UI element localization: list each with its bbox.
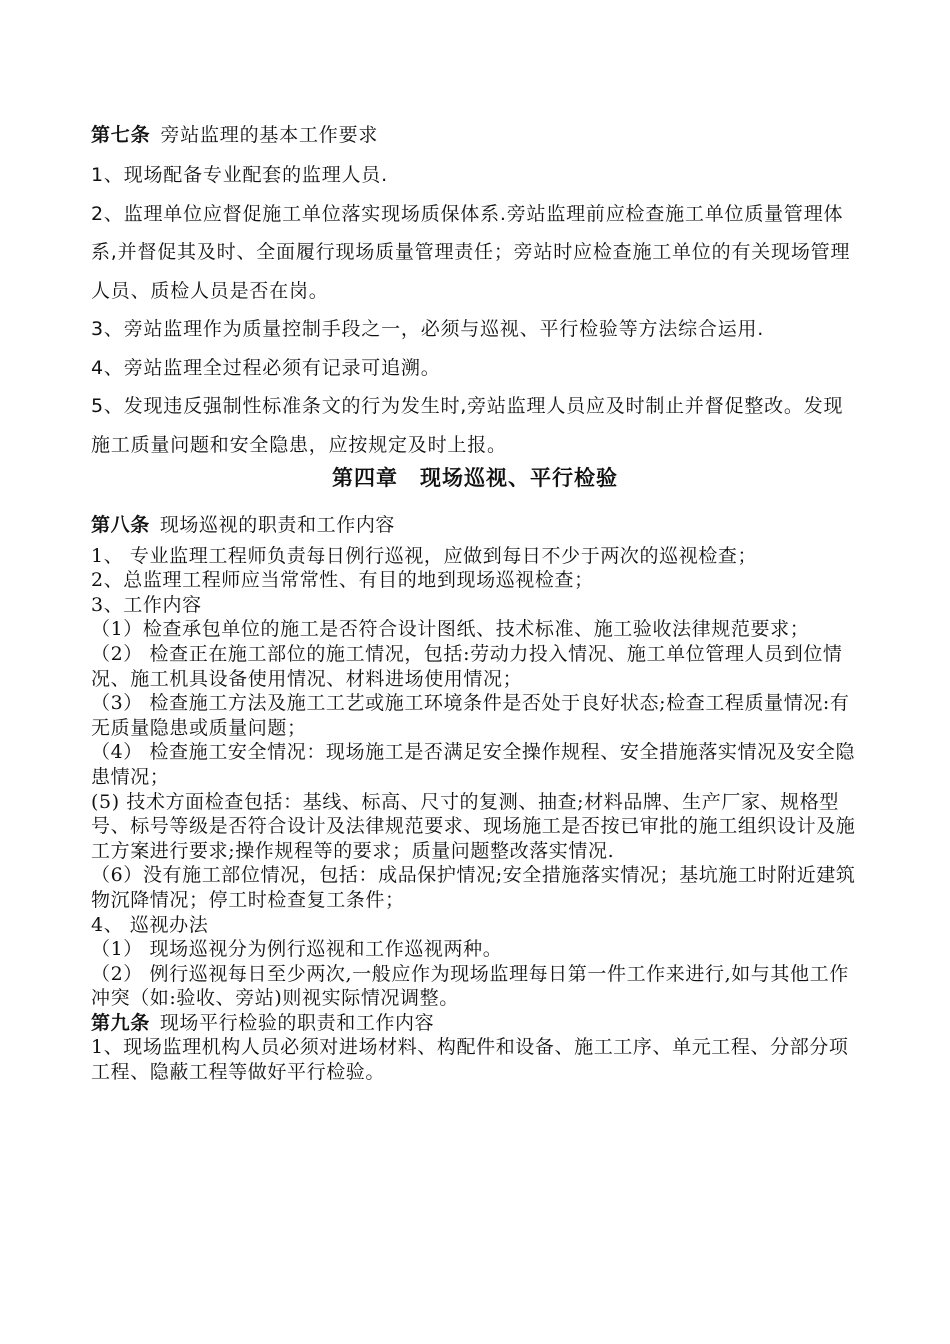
article-8-item-2: 2、总监理工程师应当常常性、有目的地到现场巡视检查； — [91, 569, 594, 592]
article-8-item-3-6: （6）没有施工部位情况，包括：成品保护情况;安全措施落实情况；基坑施工时附近建筑物沉降情况；停工时检查复工条件； — [91, 864, 856, 911]
article-7-item-3: 3、旁站监理作为质量控制手段之一，必须与巡视、平行检验等方法综合运用. — [91, 318, 765, 340]
article-9-heading — [91, 1011, 861, 1036]
article-7-section — [91, 116, 861, 464]
article-8-label: 第八条 — [91, 514, 150, 536]
article-8-item-3-5: (5) 技术方面检查包括：基线、标高、尺寸的复测、抽查;材料品牌、生产厂家、规格型号、标号等级是否符合设计及法律规范要求、现场施工是否按已审批的施工组织设计及施工方案进行要求;操作规程等的要求；质量问题整改落实情况. — [91, 790, 856, 862]
article-7-item-1: 1、现场配备专业配套的监理人员. — [91, 164, 388, 186]
article-8-item-4: 4、 巡视办法 — [91, 913, 209, 936]
article-8-item-4-2: （2） 例行巡视每日至少两次,一般应作为现场监理每日第一件工作来进行,如与其他工作冲突（如:验收、旁站)则视实际情况调整。 — [91, 962, 849, 1010]
article-8-item-4-1: （1） 现场巡视分为例行巡视和工作巡视两种。 — [91, 938, 503, 961]
article-7-heading — [91, 116, 861, 154]
article-9-label: 第九条 — [91, 1011, 150, 1034]
chapter-title: 现场巡视、平行检验 — [420, 466, 618, 490]
article-8-title: 现场巡视的职责和工作内容 — [159, 514, 396, 536]
article-8-item-3-3: （3） 检查施工方法及施工工艺或施工环境条件是否处于良好状态;检查工程质量情况:有无质量隐患或质量问题； — [91, 692, 850, 739]
article-7-item-2: 2、监理单位应督促施工单位落实现场质保体系.旁站监理前应检查施工单位质量管理体系,并督促其及时、全面履行现场质量管理责任；旁站时应检查施工单位的有关现场管理人员、质检人员是否在岗。 — [91, 202, 851, 302]
article-7-title: 旁站监理的基本工作要求 — [160, 124, 379, 146]
article-8-item-1: 1、 专业监理工程师负责每日例行巡视，应做到每日不少于两次的巡视检查； — [91, 544, 758, 567]
article-8-item-3: 3、工作内容 — [91, 593, 202, 616]
article-8-item-3-2: （2） 检查正在施工部位的施工情况，包括:劳动力投入情况、施工单位管理人员到位情况、施工机具设备使用情况、材料进场使用情况； — [91, 642, 843, 690]
article-9-item-1: 1、现场监理机构人员必须对进场材料、构配件和设备、施工工序、单元工程、分部分项工程、隐蔽工程等做好平行检验。 — [91, 1036, 849, 1084]
article-9-title: 现场平行检验的职责和工作内容 — [159, 1011, 435, 1034]
article-8-item-3-4: （4） 检查施工安全情况：现场施工是否满足安全操作规程、安全措施落实情况及安全隐患情况； — [91, 741, 856, 788]
article-8-heading — [91, 513, 861, 538]
article-7-item-5: 5、发现违反强制性标准条文的行为发生时,旁站监理人员应及时制止并督促整改。发现施工质量问题和安全隐患，应按规定及时上报。 — [91, 395, 844, 456]
chapter-heading — [0, 462, 950, 492]
article-8-item-3-1: （1）检查承包单位的施工是否符合设计图纸、技术标准、施工验收法律规范要求； — [91, 618, 810, 641]
article-8-section — [91, 513, 861, 1085]
chapter-number: 第四章 — [332, 466, 398, 490]
article-7-item-4: 4、旁站监理全过程必须有记录可追溯。 — [91, 356, 441, 379]
article-7-label: 第七条 — [91, 124, 151, 146]
